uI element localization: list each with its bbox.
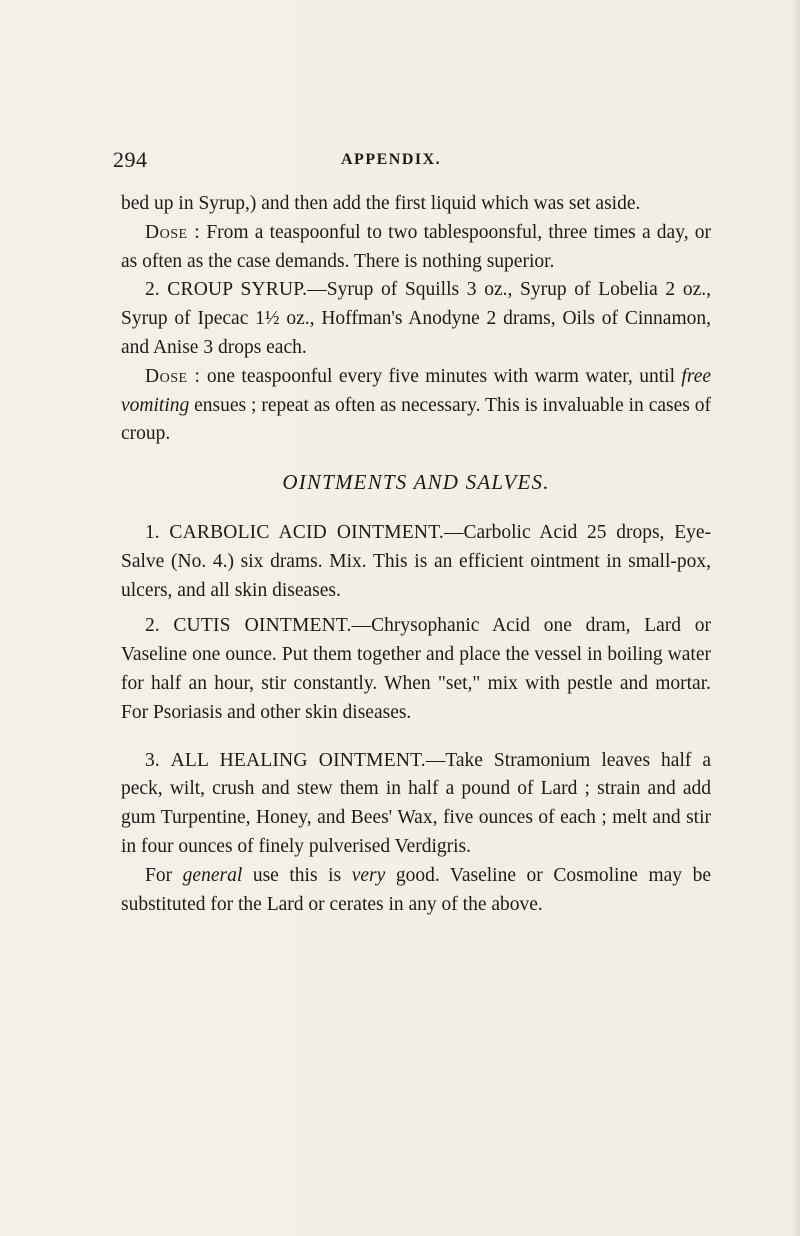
croup-syrup-title: CROUP SYRUP.	[167, 279, 308, 301]
croup-syrup-number: 2.	[145, 279, 160, 301]
dose-label-1: Dose :	[145, 221, 201, 243]
very-emphasis: very	[351, 864, 386, 886]
page-number: 294	[113, 147, 148, 172]
continuation-paragraph: bed up in Syrup,) and then add the first liquid which was set aside.	[121, 193, 641, 214]
dose-paragraph-1	[121, 219, 711, 277]
final-after: good. Vaseline or Cosmoline may be substituted for the Lard or cerates in any of the above.	[121, 864, 711, 915]
cutis-number: 2.	[145, 615, 160, 637]
dose-label-2: Dose :	[145, 365, 201, 387]
cutis-text: —Chrysophanic Acid one dram, Lard or Vaseline one ounce. Put them together and place the vessel in boiling water for half an hour, stir constantly. When "set," mix with pestle and mortar. For Psoriasis and other skin diseases.	[121, 615, 711, 723]
free-vomiting-emphasis: free vomiting	[121, 365, 712, 416]
cutis-paragraph	[121, 612, 711, 727]
running-head: APPENDIX.	[341, 151, 442, 168]
dose-text-1: From a teaspoonful to two tablespoonsful, three times a day, or as often as the case demands. There is nothing superior.	[121, 221, 711, 272]
croup-syrup-paragraph	[121, 276, 711, 362]
cutis-title: CUTIS OINTMENT.	[173, 615, 352, 637]
dose-text-2-before: one teaspoonful every five minutes with warm water, until	[200, 365, 682, 387]
carbolic-title: CARBOLIC ACID OINTMENT.	[169, 521, 444, 543]
dose-text-2-after: ensues ; repeat as often as necessary. This is invaluable in cases of croup.	[121, 394, 711, 445]
all-healing-paragraph	[121, 747, 711, 862]
section-heading: OINTMENTS AND SALVES.	[282, 470, 550, 495]
all-healing-text: —Take Stramonium leaves half a peck, wilt, crush and stew them in half a pound of Lard ; strain and add gum Turpentine, Honey, and Bees' Wax, five ounces of each ; melt and stir in four ounces of finely pulverised Verdigris.	[121, 749, 711, 857]
final-note-paragraph	[121, 862, 711, 920]
page-header	[113, 147, 713, 177]
all-healing-title: ALL HEALING OINTMENT.	[170, 749, 426, 771]
all-healing-number: 3.	[145, 749, 160, 771]
carbolic-number: 1.	[145, 521, 160, 543]
final-for: For	[145, 864, 183, 886]
carbolic-acid-paragraph	[121, 519, 711, 605]
carbolic-text: —Carbolic Acid 25 drops, Eye-Salve (No. 4.) six drams. Mix. This is an efficient ointment in small-pox, ulcers, and all skin diseases.	[121, 521, 711, 601]
general-emphasis: general	[182, 864, 243, 886]
croup-syrup-text: —Syrup of Squills 3 oz., Syrup of Lobelia 2 oz., Syrup of Ipecac 1½ oz., Hoffman's Anodyne 2 drams, Oils of Cinnamon, and Anise 3 drops each.	[121, 279, 712, 358]
dose-paragraph-2	[121, 363, 711, 449]
page-body	[121, 190, 711, 919]
final-middle: use this is	[242, 864, 352, 886]
page-edge-shadow	[792, 0, 800, 1236]
